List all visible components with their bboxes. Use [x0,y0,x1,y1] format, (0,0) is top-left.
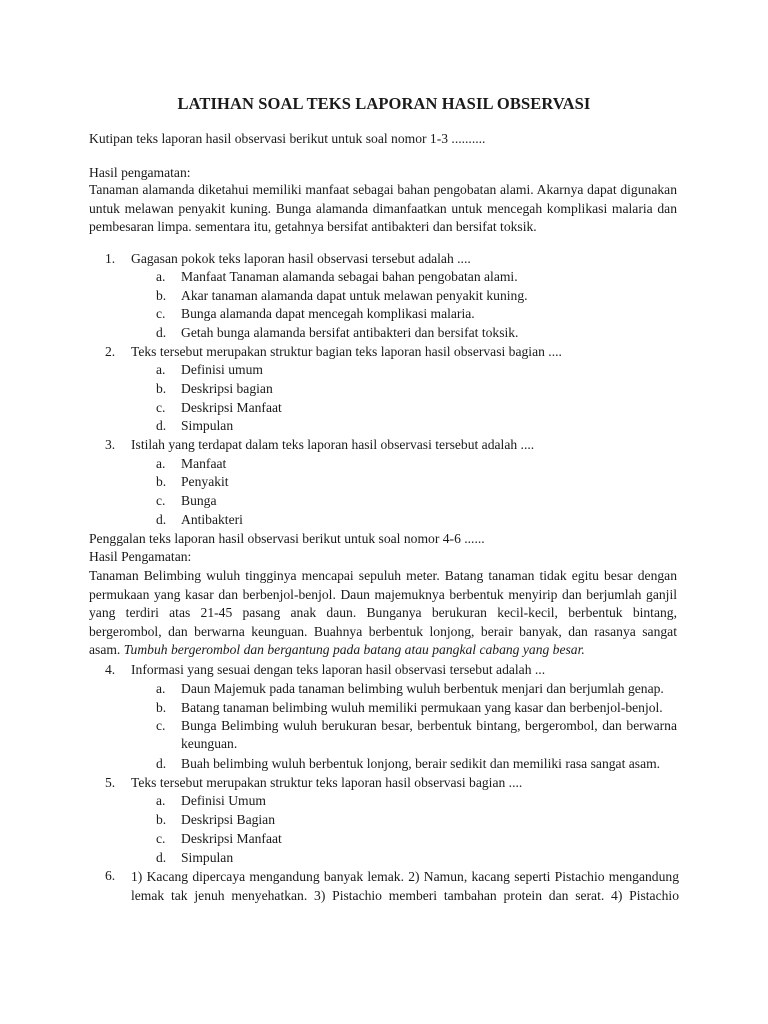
passage-heading-1: Hasil pengamatan: [89,165,191,180]
passage-heading-2: Hasil Pengamatan: [89,549,192,564]
option-text: Deskripsi Bagian [181,812,276,827]
option-letter: d. [156,850,167,865]
intro-text-2: Penggalan teks laporan hasil observasi berikut untuk soal nomor 4-6 ...... [89,531,485,546]
option-text: Penyakit [181,474,229,489]
option-text: Akar tanaman alamanda dapat untuk melawan penyakit kuning. [181,288,528,303]
option-text: Bunga Belimbing wuluh berukuran besar, berbentuk bintang, bergerombol, dan berwarna keunguan. [181,718,677,751]
question-text-3: Istilah yang terdapat dalam teks laporan hasil observasi tersebut adalah .... [131,437,535,452]
option-letter: c. [156,493,166,508]
option-text: Batang tanaman belimbing wuluh memiliki permukaan yang kasar dan berbenjol-benjol. [181,700,663,715]
question-number-4: 4. [105,662,116,677]
option-letter: c. [156,400,166,415]
question-text-1: Gagasan pokok teks laporan hasil observasi tersebut adalah .... [131,251,471,266]
intro-text-1: Kutipan teks laporan hasil observasi berikut untuk soal nomor 1-3 .......... [89,131,486,146]
question-text-4: Informasi yang sesuai dengan teks laporan hasil observasi tersebut adalah ... [131,662,546,677]
question-number-1: 1. [105,251,116,266]
option-letter: b. [156,474,167,489]
question-number-3: 3. [105,437,116,452]
option-text: Deskripsi Manfaat [181,400,282,415]
option-letter: a. [156,269,166,284]
option-letter: a. [156,793,166,808]
option-letter: c. [156,831,166,846]
option-text: Simpulan [181,418,234,433]
option-letter: c. [156,718,166,733]
option-letter: b. [156,288,167,303]
question-text-2: Teks tersebut merupakan struktur bagian teks laporan hasil observasi bagian .... [131,344,562,359]
question-number-6: 6. [105,868,116,883]
option-letter: a. [156,681,166,696]
passage-2-text: Tanaman Belimbing wuluh tingginya mencapai sepuluh meter. Batang tanaman tidak egitu besar dengan permukaan yang kasar dan berbenjol-benjol. Daun majemuknya berbentuk menyirip dan berjumlah ganjil yang terdiri atas 21-45 pasang anak daun. Bunganya berukuran kecil-kecil, berbentuk bintang, bergerombol, dan berwarna keunguan. Buahnya berbentuk lonjong, berair banyak, dan rasanya sangat asam. [89,568,677,657]
page-title: LATIHAN SOAL TEKS LAPORAN HASIL OBSERVASI [177,94,591,113]
observation-passage-2 [89,567,677,660]
option-letter: d. [156,325,167,340]
option-text: Bunga alamanda dapat mencegah komplikasi malaria. [181,306,475,321]
option-text: Manfaat [181,456,227,471]
option-letter: a. [156,362,166,377]
option-text: Bunga [181,493,217,508]
option-text: Definisi umum [181,362,263,377]
option-text: Deskripsi Manfaat [181,831,282,846]
option-text: Antibakteri [181,512,243,527]
passage-2-italic-text: Tumbuh bergerombol dan bergantung pada batang atau pangkal cabang yang besar. [123,642,585,657]
option-letter: b. [156,812,167,827]
option-letter: d. [156,418,167,433]
option-text: Definisi Umum [181,793,266,808]
option-letter: b. [156,381,167,396]
option-letter: d. [156,512,167,527]
option-text: Getah bunga alamanda bersifat antibakteri dan bersifat toksik. [181,325,519,340]
question-text-5: Teks tersebut merupakan struktur teks laporan hasil observasi bagian .... [131,775,523,790]
question-number-2: 2. [105,344,116,359]
observation-passage-1: Tanaman alamanda diketahui memiliki manfaat sebagai bahan pengobatan alami. Akarnya dapat digunakan untuk melawan penyakit kuning. Bunga alamanda dimanfaatkan untuk mencegah komplikasi malaria dan pembesaran limpa. sementara itu, getahnya bersifat antibakteri dan bersifat toksik. [89,182,677,234]
option-text: Buah belimbing wuluh berbentuk lonjong, berair sedikit dan memiliki rasa sangat asam. [181,756,661,771]
question-number-5: 5. [105,775,116,790]
option-text: Simpulan [181,850,234,865]
option-text: Deskripsi bagian [181,381,273,396]
option-text: Manfaat Tanaman alamanda sebagai bahan pengobatan alami. [181,269,518,284]
option-text: Daun Majemuk pada tanaman belimbing wuluh berbentuk menjari dan berjumlah genap. [181,681,664,696]
option-letter: c. [156,306,166,321]
option-letter: a. [156,456,166,471]
question-text-6: 1) Kacang dipercaya mengandung banyak lemak. 2) Namun, kacang seperti Pistachio mengandung lemak tak jenuh menyehatkan. 3) Pistachio memberi tambahan protein dan serat. 4) Pistachio [131,869,679,903]
option-letter: d. [156,756,167,771]
option-letter: b. [156,700,167,715]
